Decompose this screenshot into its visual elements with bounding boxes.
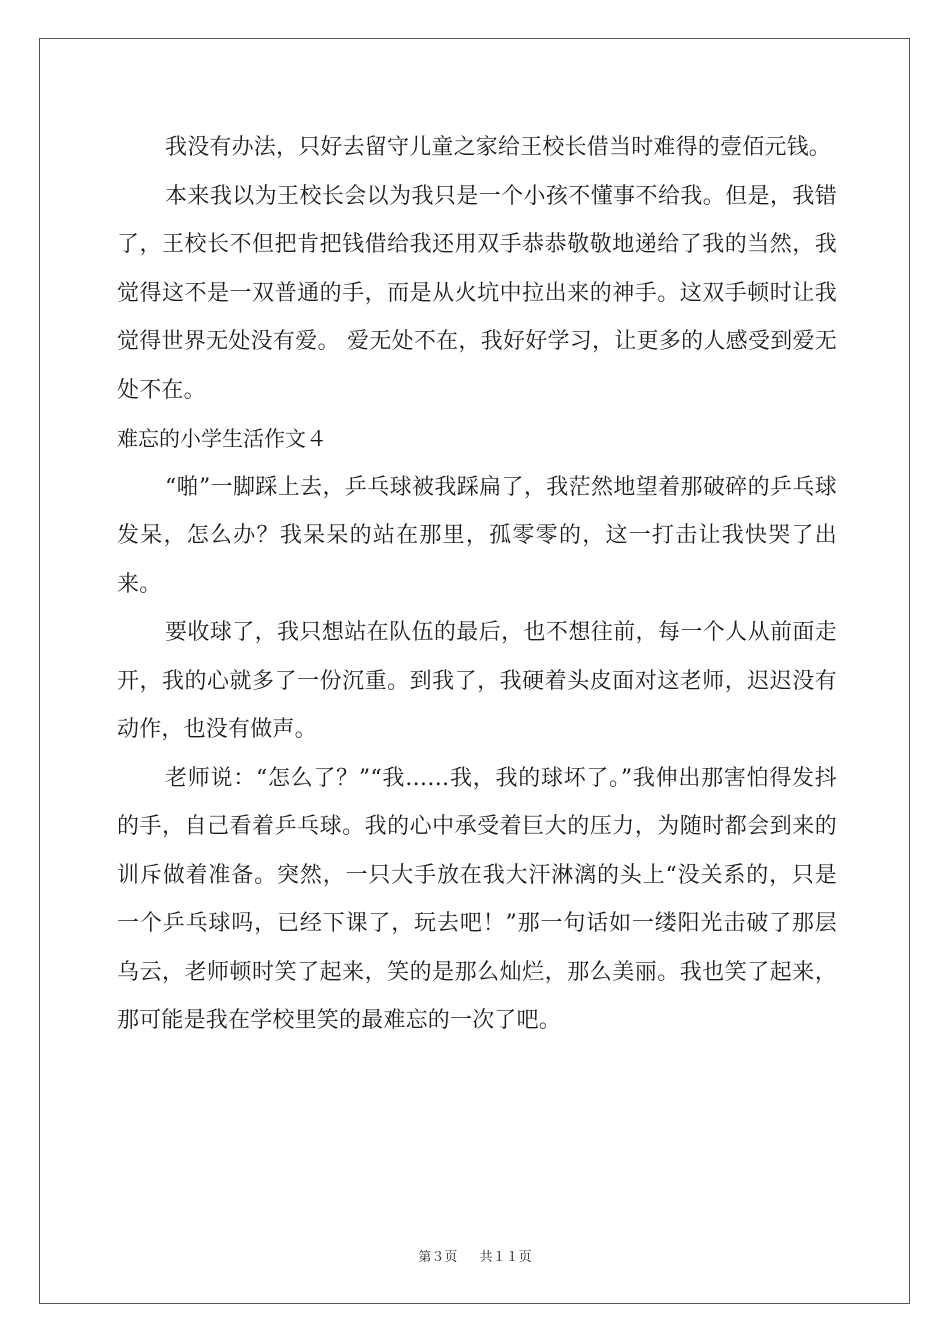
document-body [117, 124, 837, 1046]
paragraph: “啪”一脚踩上去，乒乓球被我踩扁了，我茫然地望着那破碎的乒乓球发呆，怎么办？我呆呆的站在那里，孤零零的，这一打击让我快哭了出来。 [117, 474, 837, 597]
page-total: 共１１页 [479, 1250, 532, 1265]
paragraph: 本来我以为王校长会以为我只是一个小孩不懂事不给我。但是，我错了，王校长不但把肯把钱借给我还用双手恭恭敬敬地递给了我的当然，我觉得这不是一双普通的手，而是从火坑中拉出来的神手。这双手顿时让我觉得世界无处没有爱。 爱无处不在，我好好学习，让更多的人感受到爱无处不在。 [117, 183, 837, 403]
paragraph: 要收球了，我只想站在队伍的最后，也不想往前，每一个人从前面走开，我的心就多了一份沉重。到我了，我硬着头皮面对这老师，迟迟没有动作，也没有做声。 [117, 620, 837, 742]
paragraph: 我没有办法，只好去留守儿童之家给王校长借当时难得的壹佰元钱。 [165, 135, 832, 160]
page-number: 第３页 [418, 1250, 458, 1265]
paragraph: 老师说：“怎么了？”“我……我，我的球坏了。”我伸出那害怕得发抖的手，自己看着乒乓球。我的心中承受着巨大的压力，为随时都会到来的训斥做着准备。突然，一只大手放在我大汗淋漓的头上“没关系的，只是一个乒乓球吗，已经下课了，玩去吧！”那一句话如一缕阳光击破了那层乌云，老师顿时笑了起来，笑的是那么灿烂，那么美丽。我也笑了起来，那可能是我在学校里笑的最难忘的一次了吧。 [117, 765, 837, 1033]
page-footer [0, 1246, 950, 1265]
section-title: 难忘的小学生活作文４ [117, 427, 327, 451]
